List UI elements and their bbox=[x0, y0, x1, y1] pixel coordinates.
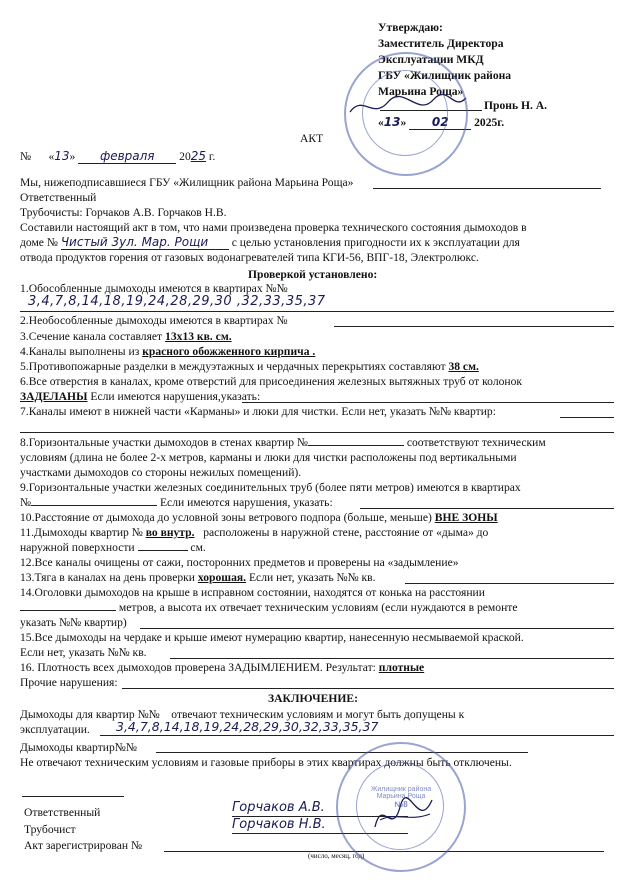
conclusion-ok-text: отвечают техническим условиям и могут быть допущены к bbox=[171, 708, 465, 721]
act-date-year-prefix: 20 bbox=[179, 150, 191, 163]
item-11-value: во внутр. bbox=[145, 526, 195, 539]
item-4 bbox=[20, 345, 315, 358]
date-hint: (число, месяц, год) bbox=[308, 852, 365, 860]
item-6-label: Если имеются нарушения,указать: bbox=[90, 390, 261, 403]
intro-line-1-blank bbox=[373, 188, 601, 189]
act-date-month: февраля bbox=[78, 150, 176, 164]
item-13-line bbox=[405, 583, 614, 584]
item-12: 12.Все каналы очищены от сажи, посторонних предметов и проверены на «задымление» bbox=[20, 556, 459, 569]
item-7: 7.Каналы имеют в нижней части «Карманы» и люки для чистки. Если нет, указать №№ квартир: bbox=[20, 405, 496, 418]
conclusion-heading: ЗАКЛЮЧЕНИЕ: bbox=[268, 692, 359, 705]
item-other-line bbox=[122, 688, 614, 689]
approval-stamp bbox=[344, 52, 468, 176]
conclusion-line-2: эксплуатации. bbox=[20, 723, 90, 736]
item-15b: Если нет, указать №№ кв. bbox=[20, 646, 147, 659]
item-9-label: Если имеются нарушения, указать: bbox=[159, 496, 333, 509]
item-14b bbox=[20, 601, 518, 614]
item-4-label: 4.Каналы выполнены из bbox=[20, 345, 140, 358]
bottom-stamp bbox=[336, 742, 466, 872]
item-9-line bbox=[360, 508, 614, 509]
sign-line-top bbox=[22, 796, 124, 797]
item-16-label: 16. Плотность всех дымоходов проверена ЗАДЫМЛЕНИЕМ. Результат: bbox=[20, 661, 376, 674]
item-11-surface: наружной поверхности bbox=[20, 541, 135, 554]
intro-line-1: Мы, нижеподписавшиеся ГБУ «Жилищник района Марьина Роща» bbox=[20, 176, 354, 189]
approval-line-2: Заместитель Директора bbox=[378, 37, 504, 50]
item-14a: 14.Оголовки дымоходов на крыше в исправном состоянии, находятся от конька на расстоянии bbox=[20, 586, 485, 599]
conclusion-apartments-line bbox=[100, 735, 614, 736]
item-11c bbox=[20, 541, 206, 554]
item-2-line bbox=[334, 326, 614, 327]
item-13-tail: Если нет, указать №№ кв. bbox=[248, 571, 376, 584]
sign-sweep: Трубочист bbox=[24, 823, 76, 836]
approval-line-3: Эксплуатации МКД bbox=[378, 53, 484, 66]
item-8d: участками дымоходов со стороны нежилых помещений). bbox=[20, 466, 302, 479]
item-11a bbox=[20, 526, 488, 539]
item-10-value: ВНЕ ЗОНЫ bbox=[434, 511, 498, 524]
item-16-value: плотные bbox=[378, 661, 425, 674]
stamp-center-1: Жилищник района bbox=[370, 786, 432, 793]
approval-line-1: Утверждаю: bbox=[378, 21, 443, 34]
item-6-value: ЗАДЕЛАНЫ bbox=[20, 390, 88, 403]
intro-house-label: доме № bbox=[20, 236, 58, 249]
item-8-label: 8.Горизонтальные участки дымоходов в стенах квартир № bbox=[20, 436, 308, 449]
item-11-unit: см. bbox=[190, 541, 206, 554]
item-1-line bbox=[20, 311, 614, 312]
item-7-line bbox=[560, 417, 614, 418]
item-14-blank bbox=[20, 610, 116, 611]
act-date-year-suffix: 25 bbox=[190, 149, 207, 163]
item-9a: 9.Горизонтальные участки железных соединительных труб (более пяти метров) имеются в квартирах bbox=[20, 481, 521, 494]
item-14-line bbox=[140, 628, 614, 629]
item-14c: указать №№ квартир) bbox=[20, 616, 127, 629]
item-13-value: хорошая. bbox=[197, 571, 247, 584]
item-8c: условиям (длина не более 2-х метров, карманы и люки для чистки расположены под вертикальными bbox=[20, 451, 517, 464]
item-2: 2.Необособленные дымоходы имеются в квартирах № bbox=[20, 314, 288, 327]
item-8-tail: соответствуют техническим bbox=[406, 436, 546, 449]
item-4-value: красного обожженного кирпича . bbox=[142, 345, 316, 358]
item-11-label: 11.Дымоходы квартир № bbox=[20, 526, 143, 539]
act-number-date: № «13» февраля 2025 г. bbox=[20, 149, 216, 163]
item-6b bbox=[20, 390, 260, 403]
item-8-blank bbox=[308, 445, 404, 446]
approval-signer: Пронь Н. А. bbox=[484, 99, 548, 112]
approval-date-year: 2025г. bbox=[474, 116, 505, 129]
item-3 bbox=[20, 330, 232, 343]
item-15-line bbox=[170, 658, 614, 659]
act-date-day: 13 bbox=[54, 149, 70, 163]
section-heading: Проверкой установлено: bbox=[248, 268, 378, 281]
item-3-label: 3.Сечение канала составляет bbox=[20, 330, 163, 343]
approval-line-4: ГБУ «Жилищник района bbox=[378, 69, 512, 82]
item-9-no: № bbox=[20, 496, 32, 509]
act-date-g: г. bbox=[208, 150, 216, 163]
item-9-blank bbox=[31, 505, 157, 506]
item-11-blank bbox=[138, 550, 188, 551]
item-16 bbox=[20, 661, 503, 674]
item-5-label: 5.Противопожарные разделки в междуэтажных и чердачных перекрытиях составляют bbox=[20, 360, 446, 373]
intro-line-5 bbox=[20, 236, 520, 250]
approval-date-month: 02 bbox=[409, 116, 471, 130]
sign-name-1: Горчаков А.В. bbox=[232, 800, 325, 815]
item-10-label: 10.Расстояние от дымохода до условной зоны ветрового подпора (больше, меньше) bbox=[20, 511, 432, 524]
item-14-tail: метров, а высота их отвечает техническим условиям (если нуждаются в ремонте bbox=[118, 601, 518, 614]
item-other: Прочие нарушения: bbox=[20, 676, 118, 689]
item-8a bbox=[20, 436, 546, 449]
intro-address: Чистый 3ул. Мар. Рощи bbox=[61, 236, 229, 250]
item-1-value: 3,4,7,8,14,18,19,24,28,29,30 ,32,33,35,37 bbox=[28, 294, 326, 309]
item-7-line-2 bbox=[20, 432, 614, 433]
item-9b bbox=[20, 496, 333, 509]
act-number-label: № bbox=[20, 150, 32, 163]
sign-name-2: Горчаков Н.В. bbox=[232, 817, 326, 832]
item-11-tail: расположены в наружной стене, расстояние от «дыма» до bbox=[203, 526, 489, 539]
stamp-center-2: Марьина Роща bbox=[376, 793, 426, 800]
intro-purpose: с целью установления пригодности их к эксплуатации для bbox=[231, 236, 520, 249]
item-6-line bbox=[242, 402, 614, 403]
conclusion-apartments: 3,4,7,8,14,18,19,24,28,29,30,32,33,35,37 bbox=[116, 719, 379, 734]
intro-line-2: Ответственный bbox=[20, 191, 97, 204]
item-3-value: 13х13 кв. см. bbox=[165, 330, 232, 343]
item-10 bbox=[20, 511, 498, 524]
approval-date-day: 13 bbox=[383, 115, 401, 129]
approval-date: «13» 02 2025г. bbox=[378, 115, 505, 129]
stamp-center-3: №8 bbox=[394, 800, 408, 809]
item-5 bbox=[20, 360, 479, 373]
item-15a: 15.Все дымоходы на чердаке и крыше имеют нумерацию квартир, нанесенную несмываемой краской. bbox=[20, 631, 524, 644]
conclusion-line-3-blank bbox=[156, 752, 528, 753]
act-registered: Акт зарегистрирован № bbox=[24, 839, 143, 852]
item-1: 1.Обособленные дымоходы имеются в квартирах №№ bbox=[20, 282, 288, 295]
item-6a: 6.Все отверстия в каналах, кроме отверстий для присоединения железных вытяжных труб от колонок bbox=[20, 375, 523, 388]
item-5-value: 38 см. bbox=[448, 360, 479, 373]
intro-line-4: Составили настоящий акт в том, что нами произведена проверка технического состояния дымоходов в bbox=[20, 221, 527, 234]
act-title: АКТ bbox=[300, 132, 324, 145]
conclusion-line-3: Дымоходы квартир№№ bbox=[20, 741, 137, 754]
item-13-label: 13.Тяга в каналах на день проверки bbox=[20, 571, 195, 584]
intro-line-3: Трубочисты: Горчаков А.В. Горчаков Н.В. bbox=[20, 206, 227, 219]
intro-line-6: отвода продуктов горения от газовых водонагревателей типа КГИ-56, ВПГ-18, Электролюкс. bbox=[20, 251, 479, 264]
approval-line-5: Марьина Роща» bbox=[378, 85, 464, 98]
item-13 bbox=[20, 571, 376, 584]
conclusion-apartments-label: Дымоходы для квартир №№ bbox=[20, 708, 160, 721]
conclusion-line-4: Не отвечают техническим условиям и газовые приборы в этих квартирах должны быть отключены. bbox=[20, 756, 512, 769]
sign-responsible: Ответственный bbox=[24, 806, 101, 819]
